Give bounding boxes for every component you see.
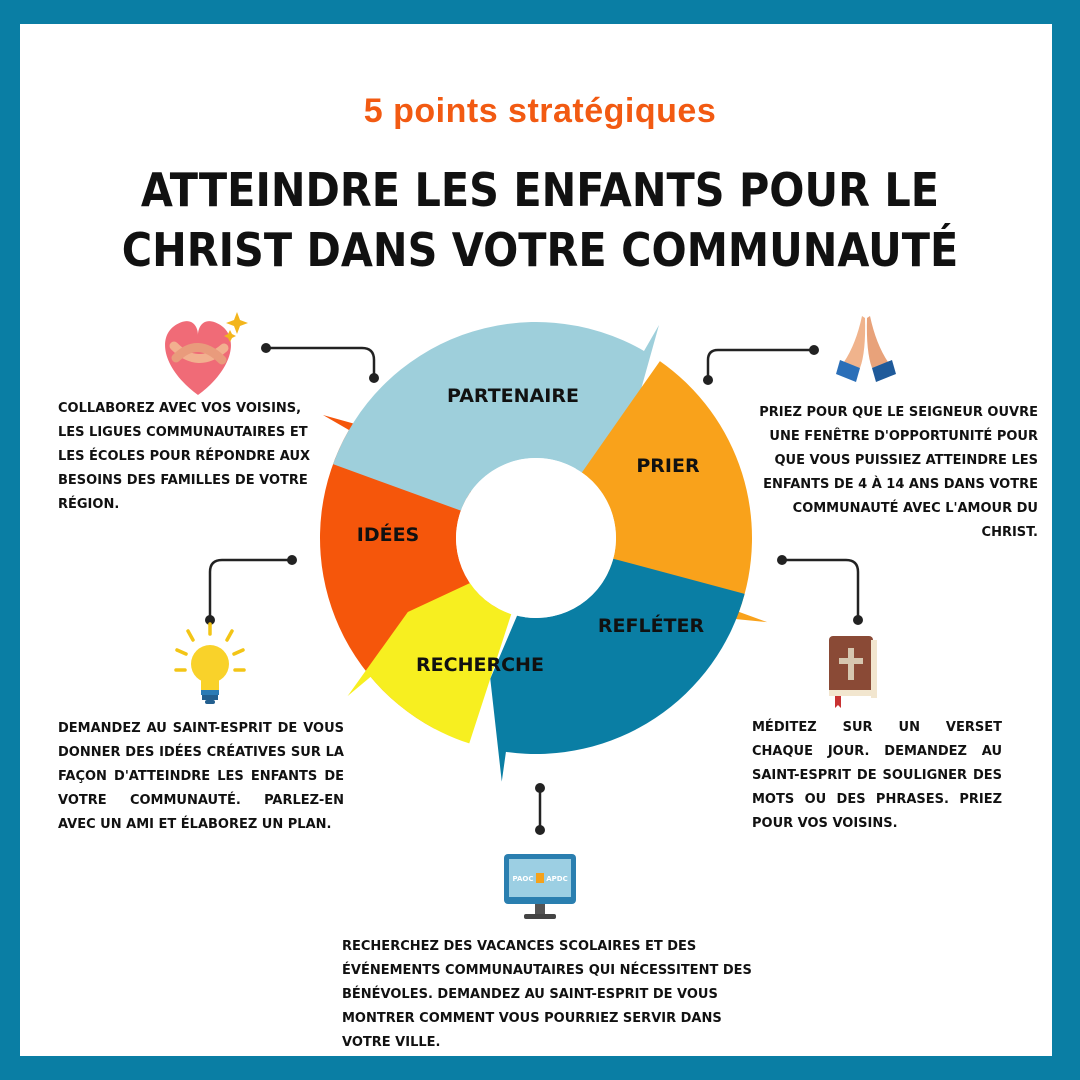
- description-idees: DEMANDEZ AU SAINT-ESPRIT DE VOUS DONNER DES IDÉES CRÉATIVES SUR LA FAÇON D'ATTEINDRE LES ENFANTS DE VOTRE COMMUNAUTÉ. PARLEZ-EN AVEC UN AMI ET ÉLABOREZ UN PLAN.: [58, 721, 344, 832]
- segment-label-refleter: REFLÉTER: [597, 615, 705, 637]
- connector-idees: [210, 560, 290, 618]
- connector-dot: [287, 555, 297, 565]
- connector-prier: [708, 350, 812, 380]
- connector-dot: [535, 783, 545, 793]
- connector-dot: [261, 343, 271, 353]
- description-partenaire: COLLABOREZ AVEC VOS VOISINS, LES LIGUES COMMUNAUTAIRES ET LES ÉCOLES POUR RÉPONDRE AUX BESOINS DES FAMILLES DE VOTRE RÉGION.: [58, 401, 311, 512]
- subtitle: 5 points stratégiques: [363, 92, 717, 130]
- logo-right-text: APDC: [546, 875, 568, 883]
- title-line-1: ATTEINDRE LES ENFANTS POUR LE: [140, 163, 940, 217]
- connector-dot: [535, 825, 545, 835]
- cycle-center: [456, 458, 616, 618]
- segment-label-partenaire: PARTENAIRE: [447, 385, 579, 407]
- segment-label-idees: IDÉES: [356, 524, 420, 546]
- description-refleter: MÉDITEZ SUR UN VERSET CHAQUE JOUR. DEMANDEZ AU SAINT-ESPRIT DE SOULIGNER DES MOTS OU DES PHRASES. PRIEZ POUR VOS VOISINS.: [752, 720, 1002, 831]
- bible-icon: [829, 636, 877, 708]
- hug-heart-icon: [165, 312, 248, 395]
- segment-label-prier: PRIER: [636, 455, 700, 477]
- praying-hands-icon: [836, 316, 896, 382]
- connector-partenaire: [268, 348, 374, 378]
- monitor-icon: [504, 854, 576, 919]
- lightbulb-icon: [176, 624, 244, 704]
- connector-dot: [369, 373, 379, 383]
- connector-dot: [703, 375, 713, 385]
- segment-label-recherche: RECHERCHE: [416, 654, 544, 676]
- connector-dot: [853, 615, 863, 625]
- description-prier: PRIEZ POUR QUE LE SEIGNEUR OUVRE UNE FENÊTRE D'OPPORTUNITÉ POUR QUE VOUS PUISSIEZ ATTEINDRE LES ENFANTS DE 4 À 14 ANS DANS VOTRE COMMUNAUTÉ AVEC L'AMOUR DU CHRIST.: [759, 405, 1038, 540]
- title-line-2: CHRIST DANS VOTRE COMMUNAUTÉ: [121, 223, 959, 277]
- connector-refleter: [782, 560, 858, 618]
- connector-dot: [809, 345, 819, 355]
- logo-left-text: PAOC: [512, 875, 534, 883]
- description-recherche: RECHERCHEZ DES VACANCES SCOLAIRES ET DES ÉVÉNEMENTS COMMUNAUTAIRES QUI NÉCESSITENT DES BÉNÉVOLES. DEMANDEZ AU SAINT-ESPRIT DE VOUS MONTRER COMMENT VOUS POURRIEZ SERVIR DANS VOTRE VILLE.: [342, 939, 752, 1050]
- connector-dot: [777, 555, 787, 565]
